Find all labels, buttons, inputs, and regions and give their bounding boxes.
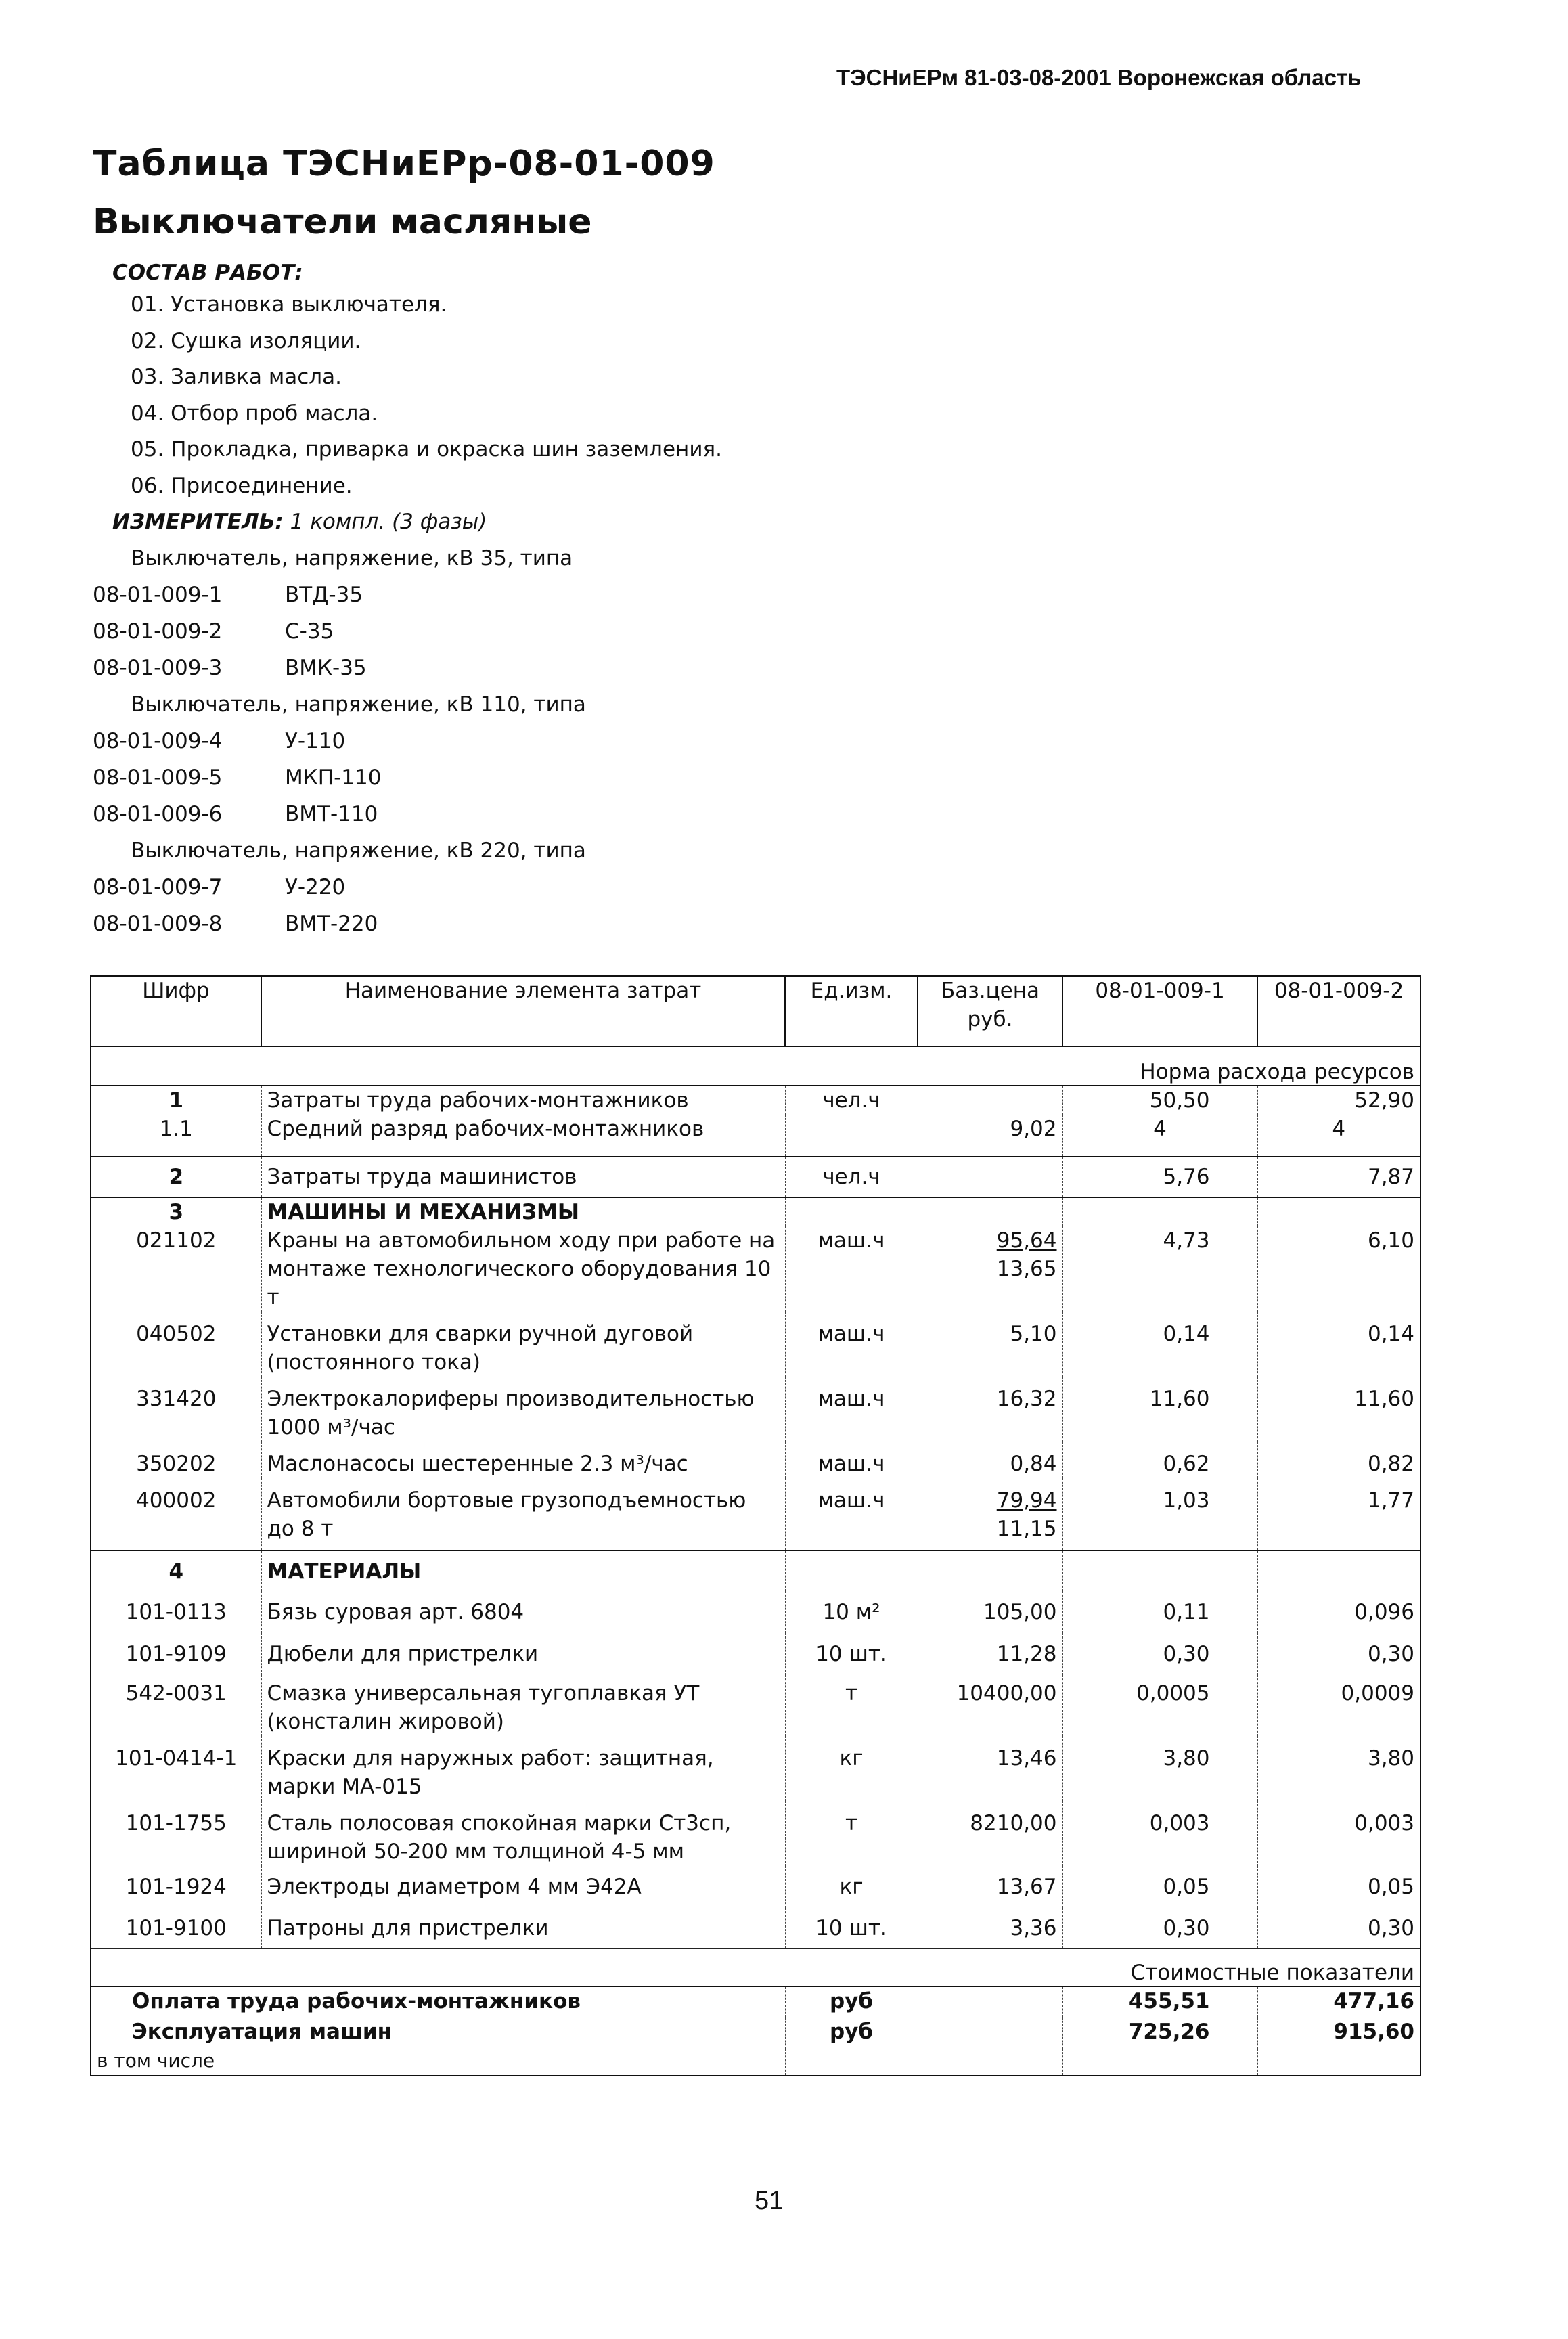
row-code: 400002	[136, 1488, 217, 1513]
row-unit: 10 шт.	[785, 1908, 918, 1948]
cost-value-2: 477,16	[1257, 1986, 1420, 2018]
table-row	[91, 1591, 1420, 1633]
row-code: 101-9109	[125, 1642, 227, 1666]
row-value-2: 0,003	[1257, 1801, 1420, 1866]
row-value-1: 4	[1062, 1115, 1257, 1157]
row-value-1: 0,14	[1062, 1312, 1257, 1377]
group-caption: Выключатель, напряжение, кВ 220, типа	[131, 839, 586, 863]
table-row	[91, 1312, 1420, 1377]
row-value-2: 11,60	[1257, 1377, 1420, 1442]
header-price: Баз.цена руб.	[918, 976, 1062, 1046]
code-name: ВМТ-220	[285, 912, 378, 936]
row-unit: кг	[785, 1736, 918, 1801]
row-price	[918, 1478, 1062, 1551]
row-value-2: 0,30	[1257, 1633, 1420, 1675]
row-value-1: 1,03	[1062, 1478, 1257, 1551]
row-code: 542-0031	[125, 1681, 227, 1706]
code-id: 08-01-009-1	[93, 583, 223, 607]
table-row	[91, 1675, 1420, 1736]
cost-value-1: 725,26	[1062, 2018, 1257, 2049]
row-name: Смазка универсальная тугоплавкая УТ (консталин жировой)	[261, 1675, 785, 1736]
incl-row	[91, 2049, 1420, 2076]
table-row	[91, 1478, 1420, 1551]
row-value-1: 50,50	[1062, 1086, 1257, 1115]
row-price: 8210,00	[918, 1801, 1062, 1866]
row-unit: маш.ч	[785, 1478, 918, 1551]
row-code: 331420	[136, 1387, 217, 1411]
row-price: 9,02	[918, 1115, 1062, 1157]
row-unit: 10 шт.	[785, 1633, 918, 1675]
row-value-1: 5,76	[1062, 1157, 1257, 1197]
row-name: Электрокалориферы производительностью 1000 м³/час	[261, 1377, 785, 1442]
code-name: У-110	[285, 729, 346, 753]
resource-table	[90, 975, 1421, 2076]
row-value-1: 0,30	[1062, 1633, 1257, 1675]
table-row	[91, 1442, 1420, 1478]
table-row	[91, 1736, 1420, 1801]
measure-line	[112, 510, 487, 534]
row-value-2: 0,14	[1257, 1312, 1420, 1377]
price-value-secondary: 11,15	[996, 1517, 1057, 1541]
row-price: 105,00	[918, 1591, 1062, 1633]
code-name: С-35	[285, 619, 334, 644]
norm-caption: Норма расхода ресурсов	[91, 1046, 1420, 1086]
cost-name: Оплата труда рабочих-монтажников	[132, 1988, 581, 2013]
norm-caption-row	[91, 1046, 1420, 1086]
row-name: Краны на автомобильном ходу при работе на монтаже технологического оборудования 10 т	[261, 1226, 785, 1312]
table-subtitle: Выключатели масляные	[93, 202, 592, 242]
code-id: 08-01-009-4	[93, 729, 223, 753]
row-value-1: 11,60	[1062, 1377, 1257, 1442]
table-header-row	[91, 976, 1420, 1046]
row-code: 1	[169, 1088, 184, 1113]
cost-value-2: 915,60	[1257, 2018, 1420, 2049]
row-price: 16,32	[918, 1377, 1062, 1442]
price-value: 95,64	[996, 1228, 1057, 1253]
row-value-1: 0,05	[1062, 1866, 1257, 1908]
row-name: Бязь суровая арт. 6804	[261, 1591, 785, 1633]
table-row	[91, 1086, 1420, 1115]
row-value-2: 0,82	[1257, 1442, 1420, 1478]
row-value-2: 0,096	[1257, 1591, 1420, 1633]
row-price: 10400,00	[918, 1675, 1062, 1736]
cost-caption-row	[91, 1948, 1420, 1986]
row-name: Краски для наружных работ: защитная, марки МА-015	[261, 1736, 785, 1801]
row-price: 13,46	[918, 1736, 1062, 1801]
row-unit: кг	[785, 1866, 918, 1908]
row-price	[918, 1226, 1062, 1312]
row-value-1: 0,0005	[1062, 1675, 1257, 1736]
page-number: 51	[755, 2187, 784, 2215]
row-name: Маслонасосы шестеренные 2.3 м³/час	[261, 1442, 785, 1478]
table-row	[91, 1157, 1420, 1197]
row-value-2: 0,05	[1257, 1866, 1420, 1908]
table-row	[91, 1633, 1420, 1675]
row-value-2: 52,90	[1257, 1086, 1420, 1115]
code-name: ВМТ-110	[285, 802, 378, 826]
row-code: 021102	[136, 1228, 217, 1253]
row-value-1: 3,80	[1062, 1736, 1257, 1801]
row-value-1: 0,30	[1062, 1908, 1257, 1948]
row-value-1: 4,73	[1062, 1226, 1257, 1312]
row-unit: чел.ч	[785, 1086, 918, 1115]
row-name: Автомобили бортовые грузоподъемностью до 8 т	[261, 1478, 785, 1551]
code-id: 08-01-009-6	[93, 802, 223, 826]
group-caption: Выключатель, напряжение, кВ 35, типа	[131, 546, 573, 571]
table-row	[91, 1866, 1420, 1908]
work-item: 04. Отбор проб масла.	[131, 401, 378, 426]
cost-unit: руб	[785, 1986, 918, 2018]
cost-value-1: 455,51	[1062, 1986, 1257, 2018]
work-item: 03. Заливка масла.	[131, 365, 342, 389]
row-value-2: 0,0009	[1257, 1675, 1420, 1736]
row-value-2: 4	[1257, 1115, 1420, 1157]
row-code: 101-9100	[125, 1915, 227, 1940]
cost-caption: Стоимостные показатели	[91, 1948, 1420, 1986]
header-name: Наименование элемента затрат	[261, 976, 785, 1046]
row-name: Установки для сварки ручной дуговой (постоянного тока)	[261, 1312, 785, 1377]
row-name: Дюбели для пристрелки	[261, 1633, 785, 1675]
cost-row	[91, 1986, 1420, 2018]
row-value-2: 0,30	[1257, 1908, 1420, 1948]
header-unit: Ед.изм.	[785, 976, 918, 1046]
measure-value: 1 компл. (3 фазы)	[290, 510, 487, 534]
row-price: 13,67	[918, 1866, 1062, 1908]
row-price: 0,84	[918, 1442, 1062, 1478]
row-value-2: 7,87	[1257, 1157, 1420, 1197]
row-price	[918, 1086, 1062, 1115]
row-value-1: 0,003	[1062, 1801, 1257, 1866]
section-title: МАТЕРИАЛЫ	[261, 1551, 785, 1591]
cost-row	[91, 2018, 1420, 2049]
code-id: 08-01-009-7	[93, 875, 223, 899]
table-row	[91, 1801, 1420, 1866]
row-unit: маш.ч	[785, 1377, 918, 1442]
row-code: 4	[169, 1559, 184, 1584]
running-header: ТЭСНиЕРм 81-03-08-2001 Воронежская область	[836, 65, 1362, 90]
section-row	[91, 1551, 1420, 1591]
row-code: 101-0113	[125, 1600, 227, 1624]
row-code: 350202	[136, 1452, 217, 1476]
table-row	[91, 1226, 1420, 1312]
row-price: 3,36	[918, 1908, 1062, 1948]
row-unit: маш.ч	[785, 1312, 918, 1377]
table-row	[91, 1377, 1420, 1442]
header-col2: 08-01-009-2	[1257, 976, 1420, 1046]
row-code: 1.1	[159, 1117, 193, 1141]
code-name: ВТД-35	[285, 583, 363, 607]
row-name: Патроны для пристрелки	[261, 1908, 785, 1948]
code-name: ВМК-35	[285, 656, 367, 680]
table-title: Таблица ТЭСНиЕРр-08-01-009	[93, 143, 715, 184]
row-price: 5,10	[918, 1312, 1062, 1377]
row-value-2: 6,10	[1257, 1226, 1420, 1312]
row-code: 3	[169, 1200, 184, 1224]
code-id: 08-01-009-8	[93, 912, 223, 936]
row-unit: 10 м²	[785, 1591, 918, 1633]
row-name: Средний разряд рабочих-монтажников	[261, 1115, 785, 1157]
work-item: 06. Присоединение.	[131, 474, 353, 498]
code-name: МКП-110	[285, 765, 382, 790]
work-item: 02. Сушка изоляции.	[131, 329, 361, 353]
row-unit: чел.ч	[785, 1157, 918, 1197]
row-unit: т	[785, 1675, 918, 1736]
table-row	[91, 1115, 1420, 1157]
row-code: 101-0414-1	[115, 1746, 238, 1770]
price-value-secondary: 13,65	[996, 1257, 1057, 1281]
row-code: 040502	[136, 1322, 217, 1346]
code-id: 08-01-009-3	[93, 656, 223, 680]
row-code: 2	[169, 1165, 184, 1189]
row-code: 101-1924	[125, 1875, 227, 1899]
row-value-2: 1,77	[1257, 1478, 1420, 1551]
table-row	[91, 1908, 1420, 1948]
section-title: МАШИНЫ И МЕХАНИЗМЫ	[261, 1197, 785, 1226]
work-item: 05. Прокладка, приварка и окраска шин заземления.	[131, 437, 722, 462]
row-unit	[785, 1115, 918, 1157]
row-unit: т	[785, 1801, 918, 1866]
cost-name: Эксплуатация машин	[132, 2019, 393, 2044]
section-row	[91, 1197, 1420, 1226]
work-item: 01. Установка выключателя.	[131, 292, 447, 317]
cost-unit: руб	[785, 2018, 918, 2049]
row-name: Сталь полосовая спокойная марки Ст3сп, шириной 50-200 мм толщиной 4-5 мм	[261, 1801, 785, 1866]
header-code: Шифр	[91, 976, 261, 1046]
row-name: Электроды диаметром 4 мм Э42А	[261, 1866, 785, 1908]
code-id: 08-01-009-2	[93, 619, 223, 644]
row-value-2: 3,80	[1257, 1736, 1420, 1801]
row-unit: маш.ч	[785, 1442, 918, 1478]
row-price	[918, 1157, 1062, 1197]
header-col1: 08-01-009-1	[1062, 976, 1257, 1046]
row-unit: маш.ч	[785, 1226, 918, 1312]
code-name: У-220	[285, 875, 346, 899]
price-value: 79,94	[996, 1488, 1057, 1513]
row-name: Затраты труда машинистов	[261, 1157, 785, 1197]
work-label: СОСТАВ РАБОТ:	[112, 261, 303, 285]
row-price: 11,28	[918, 1633, 1062, 1675]
group-caption: Выключатель, напряжение, кВ 110, типа	[131, 692, 586, 717]
code-id: 08-01-009-5	[93, 765, 223, 790]
incl-label: в том числе	[97, 2049, 215, 2072]
row-name: Затраты труда рабочих-монтажников	[261, 1086, 785, 1115]
row-code: 101-1755	[125, 1811, 227, 1835]
row-value-1: 0,62	[1062, 1442, 1257, 1478]
row-value-1: 0,11	[1062, 1591, 1257, 1633]
measure-label: ИЗМЕРИТЕЛЬ:	[112, 510, 284, 534]
